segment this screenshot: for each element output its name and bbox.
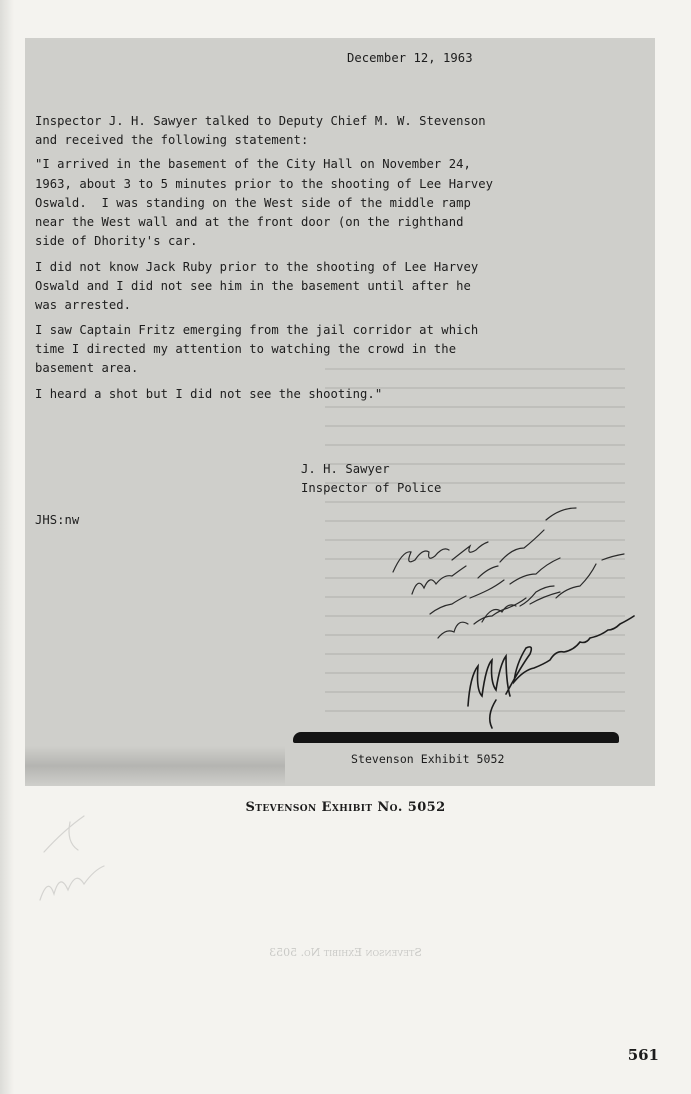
statement-line: "I arrived in the basement of the City Hall on November 24, <box>35 157 471 171</box>
intro-line-1: Inspector J. H. Sawyer talked to Deputy Chief M. W. Stevenson <box>35 114 486 128</box>
typist-initials: JHS:nw <box>35 513 80 527</box>
figure-caption: Stevenson Exhibit No. 5052 <box>245 800 446 815</box>
exhibit-label: Stevenson Exhibit 5052 <box>351 752 505 766</box>
statement-line: Oswald and I did not see him in the basement until after he <box>35 279 471 293</box>
document-date: December 12, 1963 <box>347 51 473 65</box>
statement-line: basement area. <box>35 361 139 375</box>
statement-line: I heard a shot but I did not see the shooting." <box>35 387 383 401</box>
statement-line: Oswald. I was standing on the West side of the middle ramp <box>35 196 471 210</box>
statement-line: near the West wall and at the front door (on the righthand <box>35 215 464 229</box>
statement-line: side of Dhority's car. <box>35 234 198 248</box>
statement-line: I saw Captain Fritz emerging from the jail corridor at which <box>35 323 479 337</box>
statement-line: was arrested. <box>35 298 132 312</box>
statement-line: I did not know Jack Ruby prior to the shooting of Lee Harvey <box>35 260 479 274</box>
bleed-through-caption: Stevenson Exhibit No. 5053 <box>269 946 422 959</box>
statement-line: 1963, about 3 to 5 minutes prior to the shooting of Lee Harvey <box>35 177 494 191</box>
page-number: 561 <box>627 1046 659 1064</box>
statement-line: time I directed my attention to watching the crowd in the <box>35 342 457 356</box>
signer-title: Inspector of Police <box>301 481 442 495</box>
signer-name: J. H. Sawyer <box>301 462 390 476</box>
intro-line-2: and received the following statement: <box>35 133 309 147</box>
